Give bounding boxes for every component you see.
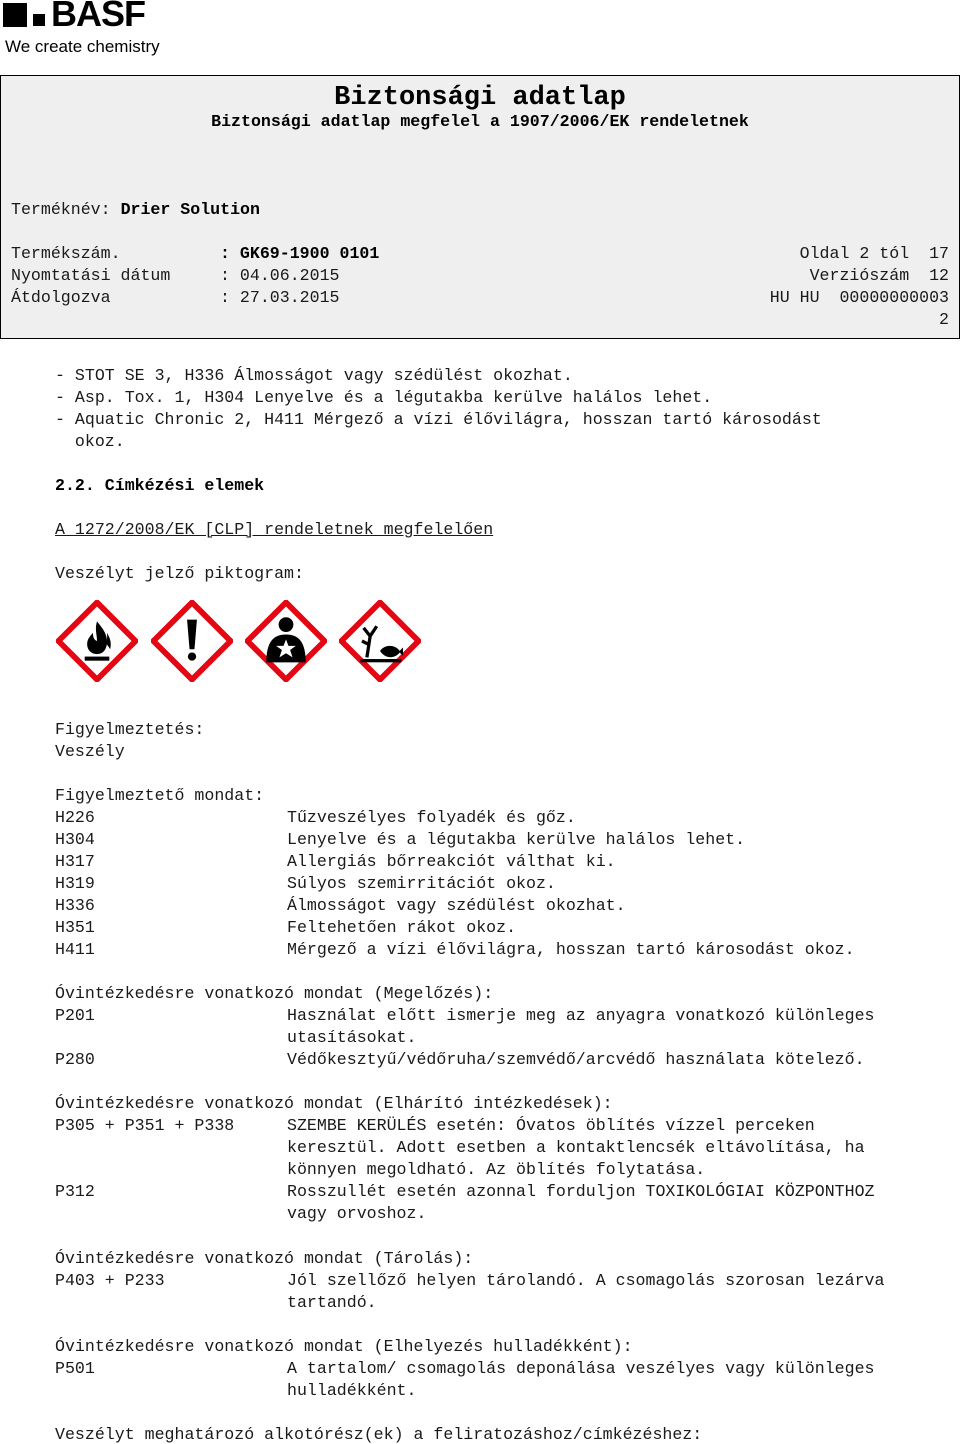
precaution-text: vagy orvoshoz. [287,1204,427,1223]
health-hazard-icon [245,600,327,682]
document-header [0,75,960,339]
classification-line: - Asp. Tox. 1, H304 Lenyelve és a légutakba kerülve halálos lehet. [55,388,713,407]
hazard-text: Álmosságot vagy szédülést okozhat. [287,896,626,915]
hazard-text: Tűzveszélyes folyadék és gőz. [287,808,576,827]
precaution-text: A tartalom/ csomagolás deponálása veszélyes vagy különleges [287,1359,875,1378]
response-label: Óvintézkedésre vonatkozó mondat (Elhárító intézkedések): [55,1094,613,1113]
environment-icon [339,600,421,682]
signal-word: Veszély [55,742,125,761]
precaution-code: P305 + P351 + P338 [55,1116,235,1135]
precaution-code: P403 + P233 [55,1271,165,1290]
precaution-text: SZEMBE KERÜLÉS esetén: Óvatos öblítés vízzel perceken [287,1116,815,1135]
logo-small-square [33,14,45,26]
hazard-code: H317 [55,852,95,871]
hazard-text: Lenyelve és a légutakba kerülve halálos lehet. [287,830,746,849]
document-code-suffix: 2 [939,310,949,329]
disposal-label: Óvintézkedésre vonatkozó mondat (Elhelyezés hulladékként): [55,1337,633,1356]
precaution-code: P201 [55,1006,95,1025]
hazard-code: H351 [55,918,95,937]
product-number-label: Termékszám. [11,244,121,263]
product-number-value: : GK69-1900 0101 [220,244,380,263]
components-label: Veszélyt meghatározó alkotórész(ek) a feliratozáshoz/címkézéshez: [55,1425,703,1444]
product-name-row [11,200,260,219]
logo-tagline: We create chemistry [5,37,160,56]
precaution-text: Védőkesztyű/védőruha/szemvédő/arcvédő használata kötelező. [287,1050,865,1069]
prevention-label: Óvintézkedésre vonatkozó mondat (Megelőzés): [55,984,494,1003]
precaution-text: hulladékként. [287,1381,417,1400]
classification-line: okoz. [55,432,125,451]
precaution-text: könnyen megoldható. Az öblítés folytatása. [287,1160,706,1179]
revised-label: Átdolgozva [11,288,111,307]
signal-word-label: Figyelmeztetés: [55,720,205,739]
document-subtitle: Biztonsági adatlap megfelel a 1907/2006/EK rendeletnek [211,112,749,131]
document-code: HU HU 00000000003 [769,288,949,307]
exclamation-icon [151,600,233,682]
hazard-statements-label: Figyelmeztető mondat: [55,786,265,805]
print-date-value: : 04.06.2015 [220,266,340,285]
hazard-code: H319 [55,874,95,893]
precaution-text: utasításokat. [287,1028,417,1047]
logo-square [3,3,27,27]
precaution-text: Jól szellőző helyen tárolandó. A csomagolás szorosan lezárva [287,1271,885,1290]
precaution-code: P501 [55,1359,95,1378]
precaution-text: Használat előtt ismerje meg az anyagra vonatkozó különleges [287,1006,875,1025]
pictogram-label: Veszélyt jelző piktogram: [55,564,304,583]
version-info: Verziószám 12 [809,266,949,285]
regulation-reference: A 1272/2008/EK [CLP] rendeletnek megfelelően [55,520,494,539]
hazard-code: H226 [55,808,95,827]
hazard-text: Allergiás bőrreakciót válthat ki. [287,852,616,871]
precaution-text: Rosszullét esetén azonnal forduljon TOXIKOLÓGIAI KÖZPONTHOZ [287,1182,875,1201]
precaution-text: tartandó. [287,1293,377,1312]
hazard-code: H411 [55,940,95,959]
product-name: Drier Solution [120,200,260,219]
precaution-code: P280 [55,1050,95,1069]
hazard-code: H304 [55,830,95,849]
section-heading: 2.2. Címkézési elemek [55,476,265,495]
hazard-text: Súlyos szemirritációt okoz. [287,874,556,893]
hazard-text: Mérgező a vízi élővilágra, hosszan tartó károsodást okoz. [287,940,855,959]
print-date-label: Nyomtatási dátum [11,266,171,285]
product-label: Terméknév: [11,200,111,219]
precaution-code: P312 [55,1182,95,1201]
document-title: Biztonsági adatlap [334,83,626,113]
hazard-text: Feltehetően rákot okoz. [287,918,517,937]
classification-line: - STOT SE 3, H336 Álmosságot vagy szédülést okozhat. [55,366,573,385]
page-info: Oldal 2 tól 17 [799,244,949,263]
hazard-code: H336 [55,896,95,915]
storage-label: Óvintézkedésre vonatkozó mondat (Tárolás): [55,1249,474,1268]
logo-brand: BASF [51,0,145,34]
classification-line: - Aquatic Chronic 2, H411 Mérgező a vízi élővilágra, hosszan tartó károsodást [55,410,822,429]
revised-value: : 27.03.2015 [220,288,340,307]
precaution-text: keresztül. Adott esetben a kontaktlencsék eltávolítása, ha [287,1138,865,1157]
flame-icon [56,600,138,682]
